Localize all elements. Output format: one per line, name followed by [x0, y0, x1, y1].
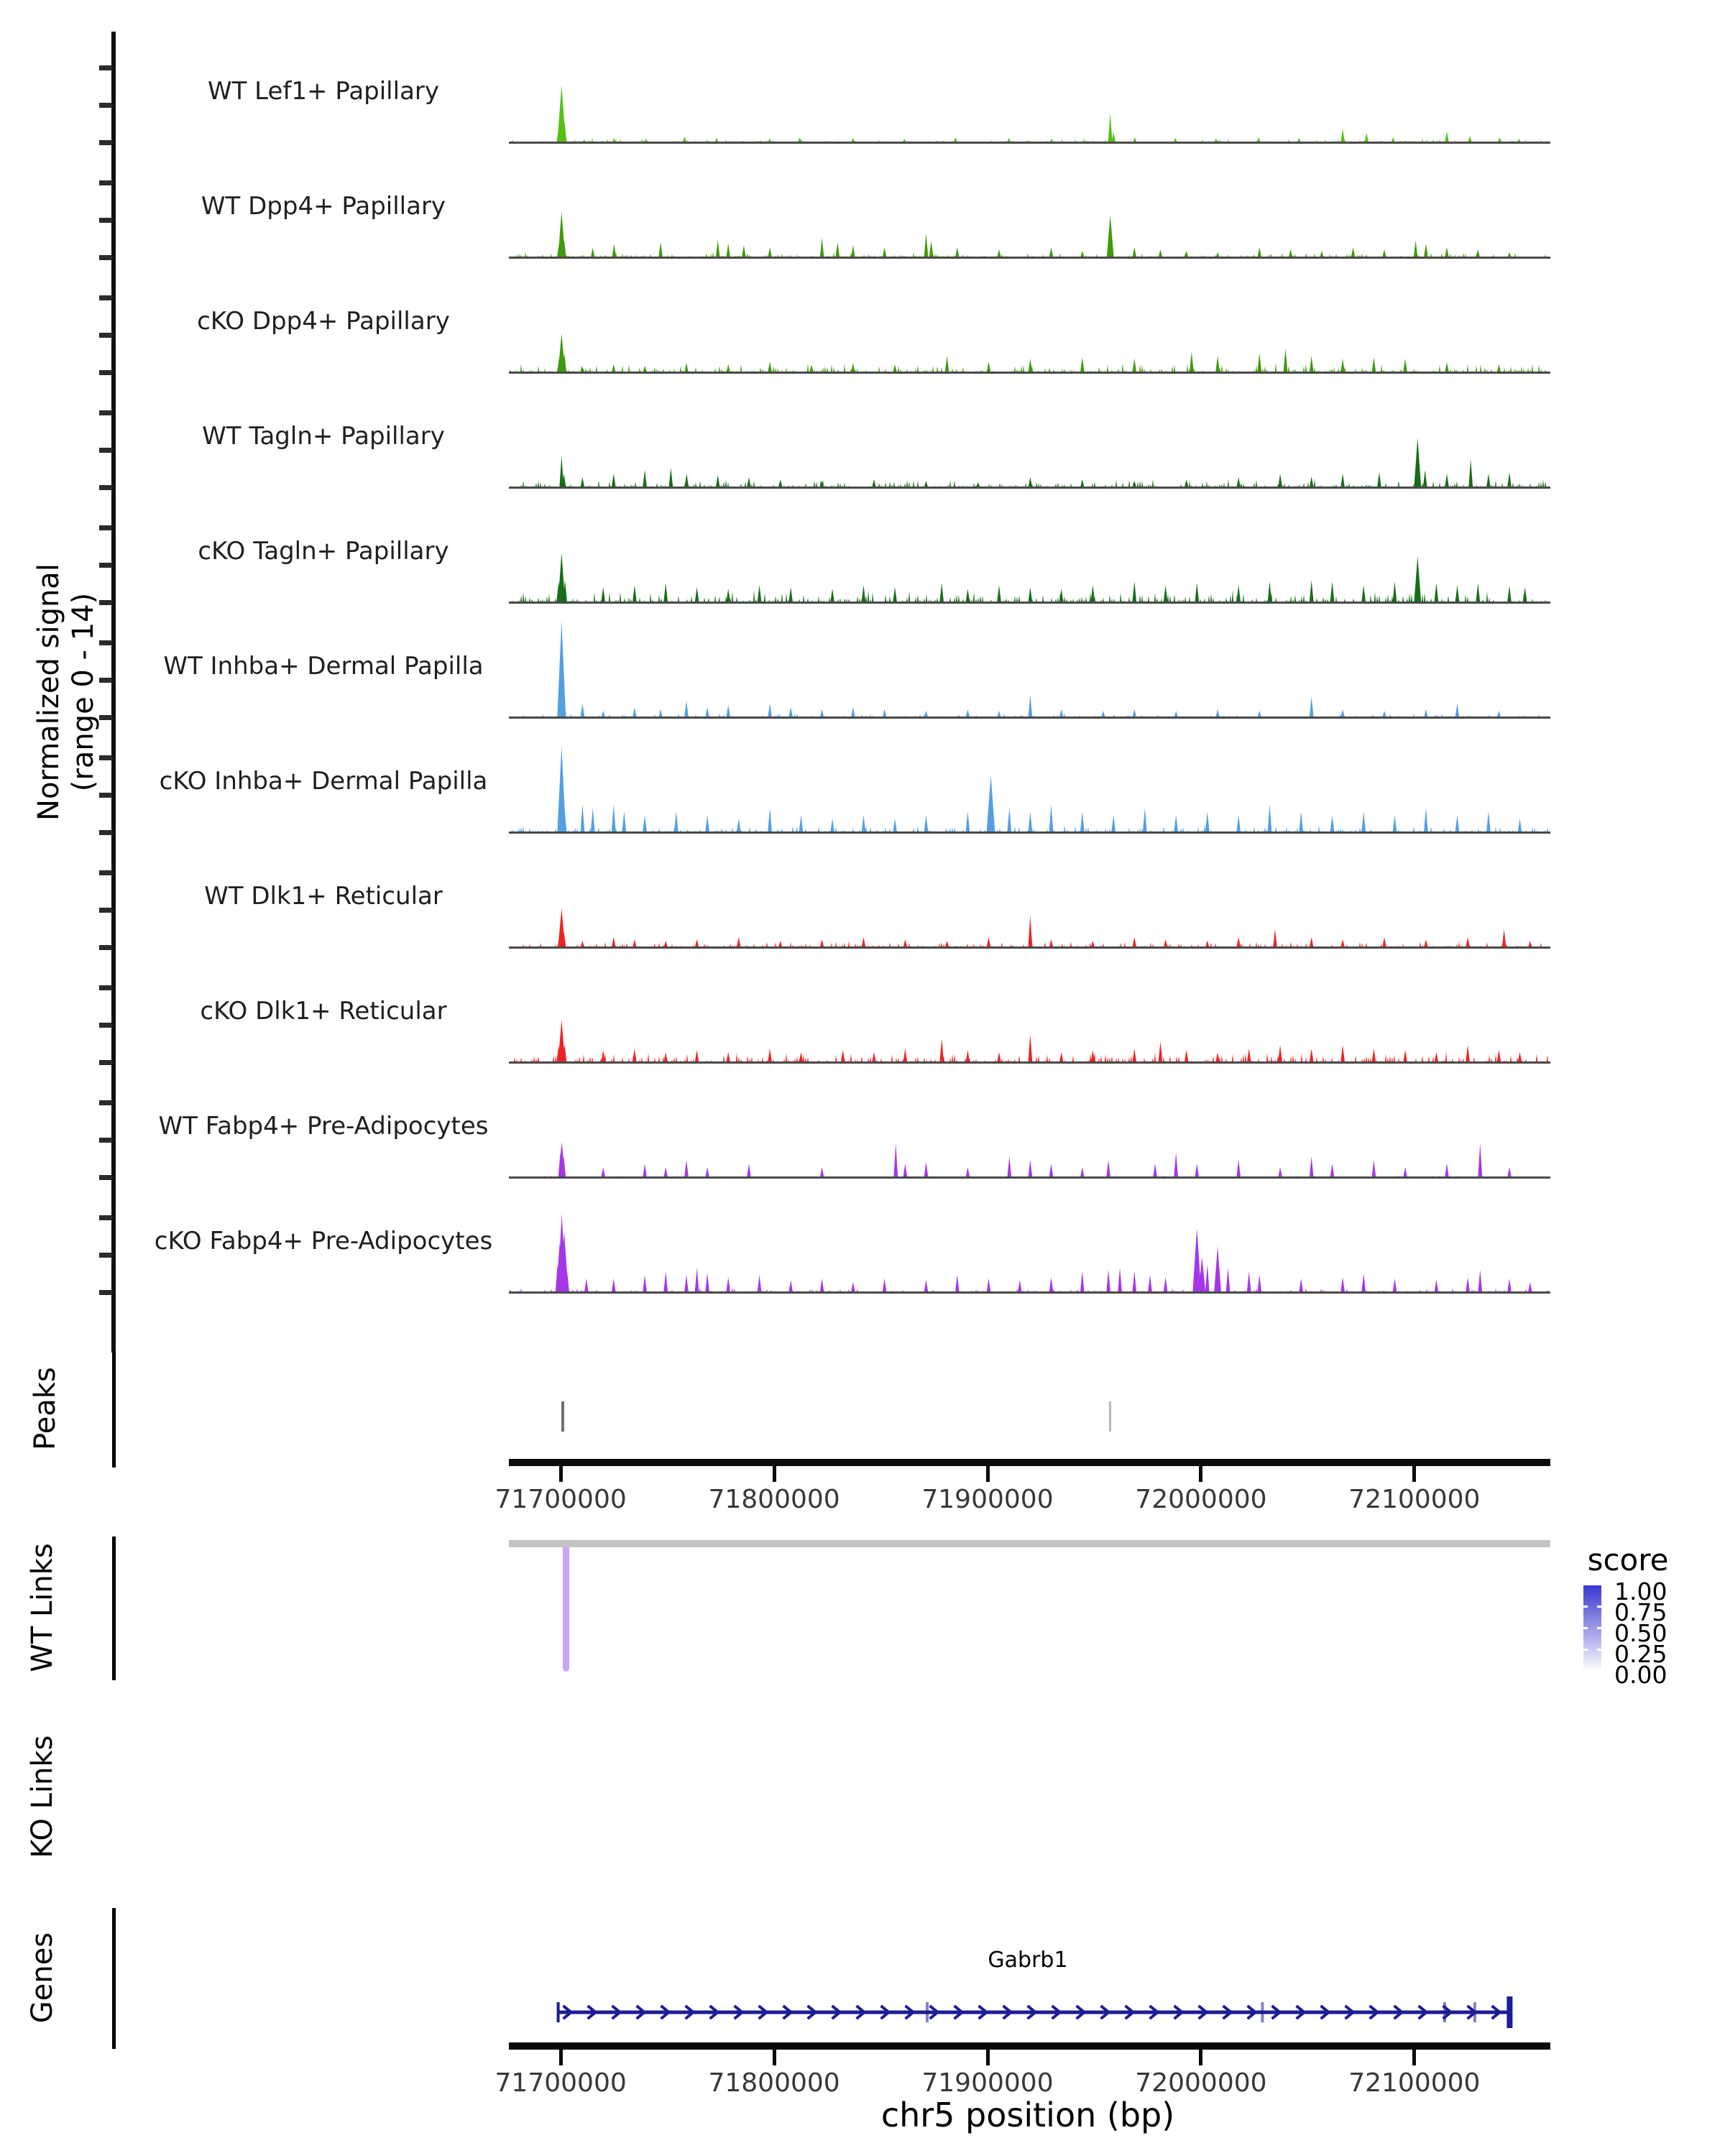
signal-y-axis-tick [99, 140, 112, 145]
x-axis-tick-label: 71900000 [921, 1485, 1054, 1514]
x-axis-tick-label: 72000000 [1135, 2068, 1267, 2098]
track-label: WT Inhba+ Dermal Papilla [163, 652, 484, 681]
track-baseline [509, 602, 1550, 604]
signal-area [509, 844, 1550, 948]
signal-y-axis-tick [99, 870, 112, 875]
score-legend-title: score [1587, 1542, 1669, 1577]
track-baseline [509, 1176, 1550, 1179]
gene-name-label: Gabrb1 [988, 1948, 1068, 1973]
x-axis-tick [986, 2050, 990, 2065]
wt-links-baseline [509, 1540, 1550, 1547]
score-legend-label: 1.00 [1614, 1577, 1668, 1606]
signal-y-axis-tick [99, 295, 112, 300]
track-baseline [509, 831, 1550, 834]
signal-y-axis-tick [99, 1215, 112, 1220]
signal-y-axis-label-line1: Normalized signal [32, 563, 65, 821]
track-baseline [509, 372, 1550, 374]
x-axis-tick-label: 71700000 [494, 2068, 627, 2098]
x-axis-tick [1199, 1466, 1202, 1482]
bottom-x-axis-bar [509, 2042, 1550, 2050]
score-legend-label: 0.50 [1614, 1619, 1668, 1647]
score-gradient-notch [1583, 1649, 1588, 1651]
track-baseline [509, 1061, 1550, 1064]
signal-area [509, 39, 1550, 143]
upper-x-axis-bar [509, 1459, 1550, 1466]
signal-area [509, 154, 1550, 258]
genes-section-label: Genes [26, 1932, 59, 2024]
x-axis-tick [773, 2050, 776, 2065]
signal-y-axis-label [32, 405, 101, 980]
peaks-section-label: Peaks [29, 1367, 62, 1450]
signal-area [509, 959, 1550, 1063]
signal-y-axis-tick [99, 65, 112, 70]
score-legend-label: 0.00 [1614, 1661, 1668, 1689]
signal-y-axis-tick [99, 600, 112, 605]
score-gradient-notch [1597, 1606, 1601, 1608]
signal-y-axis-tick [99, 830, 112, 835]
x-axis-tick-label: 72100000 [1348, 2068, 1481, 2098]
signal-y-axis-tick [99, 1060, 112, 1065]
signal-y-axis-tick [99, 180, 112, 185]
wt-links-section-label: WT Links [26, 1543, 59, 1672]
signal-y-axis-tick [99, 410, 112, 415]
x-axis-tick [1412, 1466, 1416, 1482]
track-label: cKO Dpp4+ Papillary [197, 307, 450, 336]
ko-links-section-label: KO Links [26, 1735, 59, 1858]
x-axis-tick-label: 72100000 [1348, 1485, 1481, 1514]
score-gradient-notch [1583, 1606, 1588, 1608]
signal-y-axis-tick [99, 985, 112, 990]
signal-y-axis-tick [99, 1175, 112, 1180]
signal-area [509, 1074, 1550, 1178]
x-axis-tick [986, 1466, 990, 1482]
track-baseline [509, 257, 1550, 259]
track-baseline [509, 946, 1550, 949]
signal-y-axis-tick [99, 755, 112, 760]
signal-area [509, 269, 1550, 373]
x-axis-tick [773, 1466, 776, 1482]
track-label: cKO Fabp4+ Pre-Adipocytes [154, 1227, 493, 1256]
x-axis-tick [1412, 2050, 1416, 2065]
track-label: WT Dpp4+ Papillary [201, 192, 446, 221]
signal-area [509, 499, 1550, 603]
score-gradient-notch [1583, 1627, 1588, 1629]
peak-interval-mark [1109, 1401, 1111, 1432]
track-label: cKO Dlk1+ Reticular [200, 997, 447, 1026]
score-legend-label: 0.75 [1614, 1598, 1668, 1626]
x-axis-tick [559, 2050, 563, 2065]
wt-link [563, 1547, 569, 1672]
track-label: WT Tagln+ Papillary [202, 422, 445, 451]
track-baseline [509, 487, 1550, 489]
x-axis-tick-label: 71800000 [708, 1485, 840, 1514]
track-baseline [509, 142, 1550, 144]
signal-area [509, 614, 1550, 718]
signal-area [509, 1189, 1550, 1293]
peak-interval-mark [561, 1401, 564, 1432]
x-axis-tick-label: 72000000 [1135, 1485, 1267, 1514]
x-axis-tick [559, 1466, 563, 1482]
signal-y-axis-tick [99, 945, 112, 950]
signal-y-axis-tick [99, 1100, 112, 1105]
signal-y-axis-tick [99, 640, 112, 645]
signal-y-axis-tick [99, 370, 112, 375]
track-baseline [509, 1291, 1550, 1294]
signal-y-axis-tick [99, 485, 112, 490]
score-legend-label: 0.25 [1614, 1640, 1668, 1668]
gene-model [509, 1991, 1550, 2035]
signal-y-axis-line [111, 32, 116, 1353]
score-gradient-notch [1597, 1627, 1601, 1629]
score-gradient-notch [1597, 1649, 1601, 1651]
track-label: WT Lef1+ Papillary [207, 77, 440, 106]
x-axis-tick-label: 71700000 [494, 1485, 627, 1514]
score-legend-gradient-bar [1583, 1585, 1601, 1672]
signal-y-axis-tick [99, 255, 112, 260]
genes-bracket [112, 1908, 116, 2049]
track-label: WT Dlk1+ Reticular [204, 882, 443, 911]
x-axis-tick-label: 71800000 [708, 2068, 840, 2098]
signal-area [509, 384, 1550, 488]
peaks-bracket [112, 1351, 116, 1468]
track-label: WT Fabp4+ Pre-Adipocytes [158, 1112, 489, 1141]
x-axis-title: chr5 position (bp) [880, 2096, 1175, 2134]
signal-y-axis-tick [99, 715, 112, 720]
signal-y-axis-tick [99, 525, 112, 530]
track-label: cKO Tagln+ Papillary [198, 537, 449, 566]
wt-links-bracket [112, 1537, 116, 1680]
signal-y-axis-label-line2: (range 0 - 14) [67, 592, 100, 792]
track-baseline [509, 717, 1550, 719]
x-axis-tick [1199, 2050, 1202, 2065]
track-label: cKO Inhba+ Dermal Papilla [159, 767, 488, 796]
x-axis-tick-label: 71900000 [921, 2068, 1054, 2098]
signal-area [509, 729, 1550, 833]
signal-y-axis-tick [99, 1290, 112, 1295]
